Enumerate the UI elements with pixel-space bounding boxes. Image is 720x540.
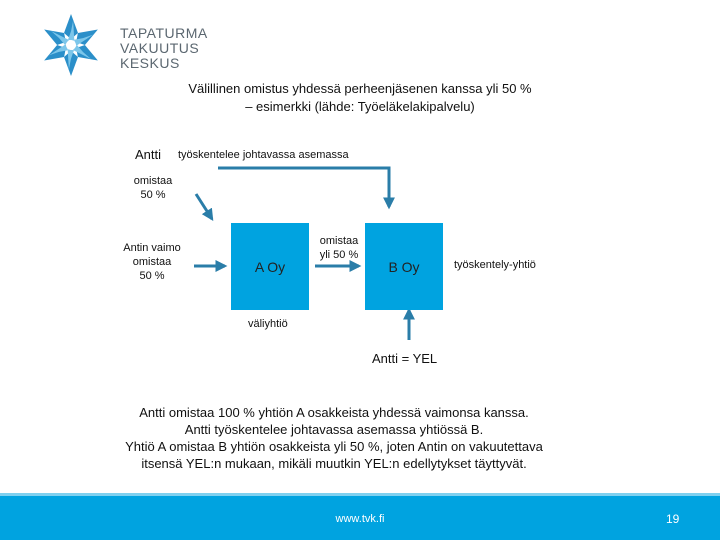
page-number: 19 <box>666 512 680 526</box>
wife-label <box>116 241 188 283</box>
logo-line-2: VAKUUTUS <box>120 40 200 56</box>
antti-works-label: työskentelee johtavassa asemassa <box>178 149 349 161</box>
arrow-antti-owns-a <box>196 194 212 219</box>
owns-over-line-1: omistaa <box>319 235 359 247</box>
owns-50-label <box>124 174 182 202</box>
intermediate-label: väliyhtiö <box>248 318 288 330</box>
title-line-1: Välillinen omistus yhdessä perheenjäsenen kanssa yli 50 % <box>188 81 532 96</box>
logo-line-1: TAPATURMA <box>120 25 208 41</box>
explanation-line-3: Yhtiö A omistaa B yhtiön osakkeista yli 50 %, joten Antin on vakuutettava <box>125 439 543 454</box>
company-a-box <box>231 223 309 310</box>
owns-50-line-1: omistaa <box>133 175 173 187</box>
explanation-line-4: itsensä YEL:n mukaan, mikäli muutkin YEL:n edellytykset täyttyvät. <box>141 456 527 471</box>
wife-line-2: omistaa <box>132 256 172 268</box>
company-b-label: B Oy <box>388 258 420 275</box>
explanation-text <box>0 404 668 472</box>
wife-line-3: 50 % <box>139 270 165 282</box>
explanation-line-2: Antti työskentelee johtavassa asemassa yhtiössä B. <box>184 422 484 437</box>
explanation-line-1: Antti omistaa 100 % yhtiön A osakkeista yhdessä vaimonsa kanssa. <box>139 405 529 420</box>
owns-50-line-2: 50 % <box>140 189 166 201</box>
owns-over-50-label <box>312 234 366 262</box>
arrow-antti-works-b <box>218 168 389 207</box>
employer-label: työskentely-yhtiö <box>454 259 536 271</box>
logo-line-3: KESKUS <box>120 55 180 71</box>
antti-label: Antti <box>135 147 162 162</box>
footer-url[interactable]: www.tvk.fi <box>335 513 385 525</box>
result-label: Antti = YEL <box>372 351 438 366</box>
title-line-2: – esimerkki (lähde: Työeläkelakipalvelu) <box>245 99 475 114</box>
company-a-label: A Oy <box>254 258 286 275</box>
company-b-box <box>365 223 443 310</box>
owns-over-line-2: yli 50 % <box>319 249 359 261</box>
wife-line-1: Antin vaimo <box>123 242 181 254</box>
